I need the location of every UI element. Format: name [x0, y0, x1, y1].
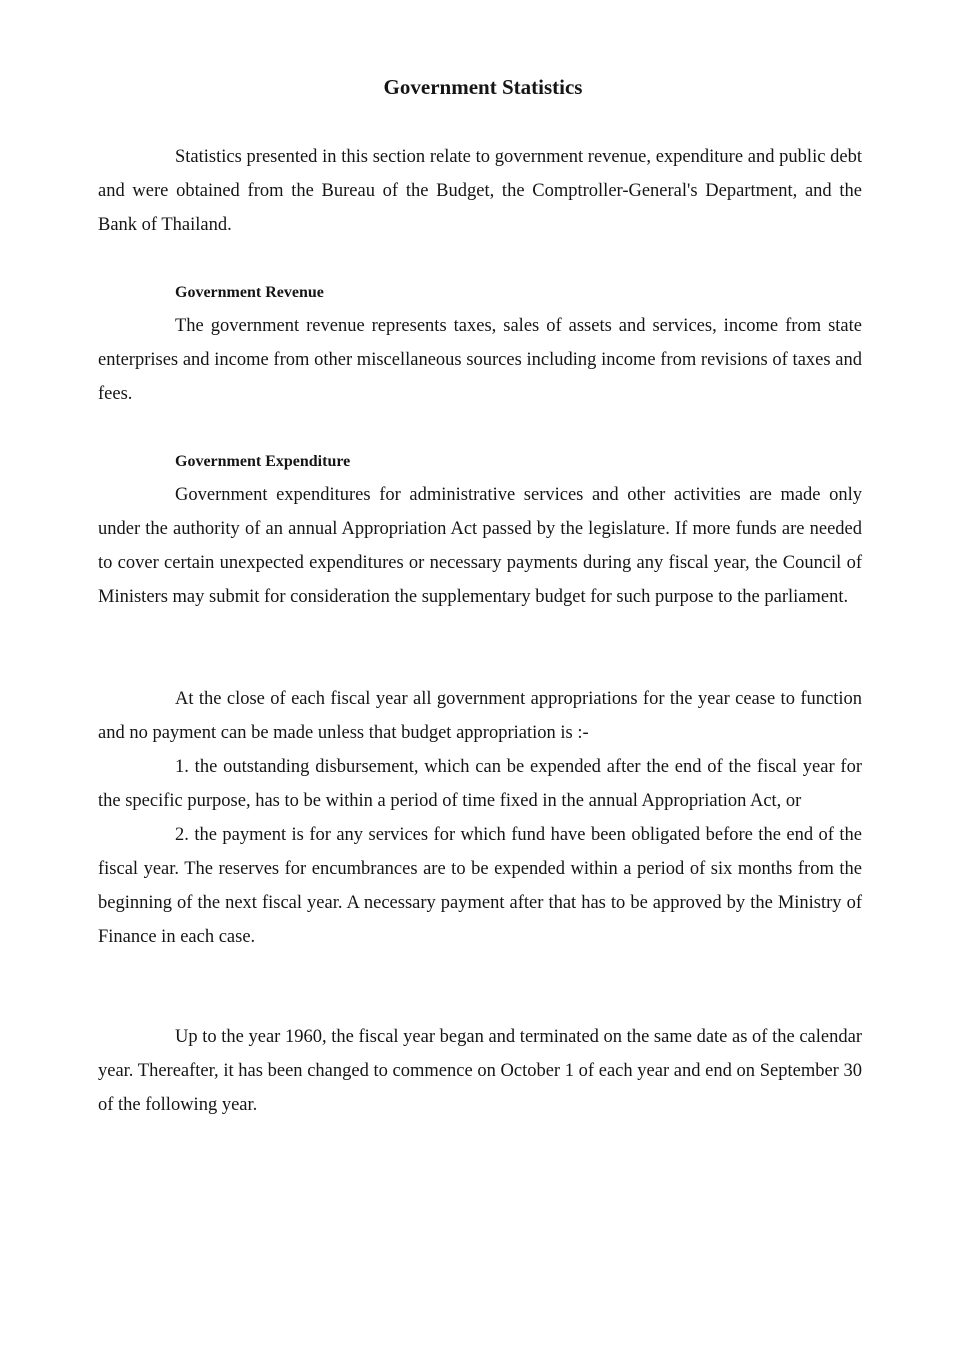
fiscal-close-section [98, 682, 862, 954]
expenditure-heading: Government Expenditure [175, 453, 351, 470]
expenditure-section [98, 478, 862, 614]
intro-paragraph: Statistics presented in this section relate to government revenue, expenditure and public debt and were obtained from the Bureau of the Budget, the Comptroller-General's Department, and the Bank of Thailand. [98, 147, 862, 235]
revenue-heading: Government Revenue [175, 284, 324, 301]
fiscal-year-paragraph: Up to the year 1960, the fiscal year began and terminated on the same date as of the calendar year. Thereafter, it has been changed to commence on October 1 of each year and end on September 30 of the following year. [98, 1027, 862, 1115]
condition-item-1: 1. the outstanding disbursement, which can be expended after the end of the fiscal year for the specific purpose, has to be within a period of time fixed in the annual Appropriation Act, or [98, 757, 862, 811]
revenue-paragraph: The government revenue represents taxes, sales of assets and services, income from state enterprises and income from other miscellaneous sources including income from revisions of taxes and fees. [98, 316, 862, 404]
fiscal-year-section [98, 1020, 862, 1122]
revenue-section [98, 309, 862, 411]
page-title: Government Statistics [383, 75, 583, 99]
intro-section [98, 140, 862, 242]
fiscal-close-paragraph: At the close of each fiscal year all government appropriations for the year cease to function and no payment can be made unless that budget appropriation is :- [98, 689, 862, 743]
condition-item-2: 2. the payment is for any services for which fund have been obligated before the end of the fiscal year. The reserves for encumbrances are to be expended within a period of six months from the beginning of the next fiscal year. A necessary payment after that has to be approved by the Ministry of Finance in each case. [98, 825, 862, 947]
expenditure-paragraph: Government expenditures for administrative services and other activities are made only under the authority of an annual Appropriation Act passed by the legislature. If more funds are needed to cover certain unexpected expenditures or necessary payments during any fiscal year, the Council of Ministers may submit for consideration the supplementary budget for such purpose to the parliament. [98, 485, 862, 607]
